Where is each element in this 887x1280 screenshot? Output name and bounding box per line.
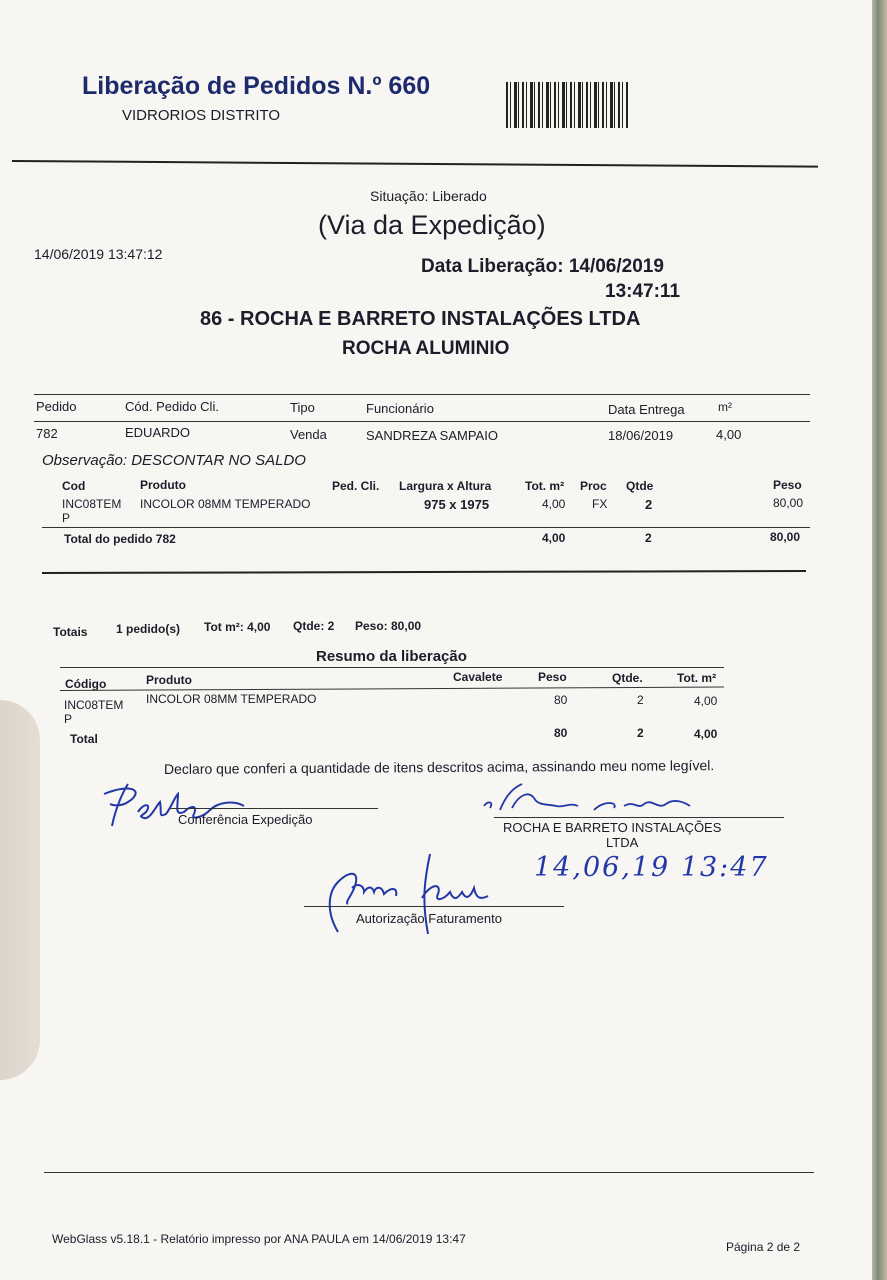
handwritten-datetime: 14,06,19 13:47 (534, 852, 769, 883)
item-qtde: 2 (645, 497, 653, 512)
printed-timestamp: 14/06/2019 13:47:12 (34, 246, 163, 262)
item-proc: FX (592, 497, 608, 511)
items-bottom-rule (42, 570, 806, 574)
totals-m2: Tot m²: 4,00 (204, 620, 271, 634)
client-signature-label-ltda: LTDA (606, 835, 639, 850)
totals-peso: Peso: 80,00 (355, 619, 422, 633)
situation-text: Situação: Liberado (370, 188, 487, 204)
items-col-peso: Peso (773, 478, 802, 492)
summary-peso: 80 (554, 693, 568, 707)
client-order-code: EDUARDO (125, 425, 191, 440)
order-total-qtde: 2 (645, 531, 652, 545)
items-col-produto: Produto (140, 478, 186, 492)
release-date: Data Liberação: 14/06/2019 (421, 256, 664, 277)
authorization-signature-line (304, 906, 564, 907)
items-total-rule (42, 527, 810, 528)
item-code-line1: INC08TEM (62, 497, 122, 511)
employee-name: SANDREZA SAMPAIO (366, 428, 498, 443)
order-number: 782 (36, 426, 58, 441)
footer-printed-by: WebGlass v5.18.1 - Relatório impresso por ANA PAULA em 14/06/2019 13:47 (52, 1232, 466, 1246)
footer-page-number: Página 2 de 2 (726, 1240, 801, 1254)
summary-code-line1: INC08TEM (64, 698, 124, 712)
summary-product: INCOLOR 08MM TEMPERADO (146, 692, 317, 706)
conference-label: Conferência Expedição (178, 812, 313, 827)
items-col-proc: Proc (580, 479, 607, 493)
order-table-top-rule (34, 394, 810, 395)
company-name: VIDRORIOS DISTRITO (122, 107, 281, 124)
summary-col-qtde: Qtde. (612, 671, 643, 685)
release-time: 13:47:11 (605, 281, 681, 302)
header-divider (12, 160, 818, 167)
authorization-label: Autorização Faturamento (356, 911, 502, 926)
summary-total-qtde: 2 (637, 726, 644, 740)
summary-code-line2: P (64, 712, 73, 726)
summary-qtde: 2 (637, 693, 644, 707)
items-col-qtde: Qtde (626, 479, 654, 493)
col-m2: m² (718, 400, 732, 414)
summary-tot-m2: 4,00 (694, 694, 718, 708)
holding-thumb (0, 700, 40, 1080)
order-total-m2: 4,00 (542, 531, 566, 545)
summary-title: Resumo da liberação (316, 648, 467, 665)
observation-text: Observação: DESCONTAR NO SALDO (42, 452, 306, 469)
summary-col-peso: Peso (538, 670, 567, 684)
totals-orders: 1 pedido(s) (116, 622, 181, 636)
items-col-cod: Cod (62, 479, 86, 493)
items-col-ped-cli: Ped. Cli. (332, 479, 380, 493)
document-title: Liberação de Pedidos N.º 660 (82, 72, 431, 100)
authorization-signature (318, 842, 518, 942)
order-total-peso: 80,00 (770, 530, 801, 544)
summary-col-tot-m2: Tot. m² (677, 671, 717, 685)
client-signature-label: ROCHA E BARRETO INSTALAÇÕES (503, 820, 722, 835)
order-type: Venda (290, 427, 327, 442)
declaration-text: Declaro que conferi a quantidade de itens descritos acima, assinando meu nome legível. (163, 757, 715, 777)
summary-total-tot-m2: 4,00 (694, 727, 718, 741)
item-product: INCOLOR 08MM TEMPERADO (140, 497, 311, 511)
col-pedido: Pedido (36, 399, 77, 414)
summary-col-produto: Produto (146, 673, 192, 687)
conference-signature-line (170, 808, 378, 809)
delivery-date: 18/06/2019 (608, 428, 674, 443)
col-funcionario: Funcionário (366, 401, 434, 416)
barcode (506, 82, 628, 128)
item-peso: 80,00 (773, 496, 804, 510)
item-dimensions: 975 x 1975 (424, 497, 490, 512)
totals-label: Totais (53, 625, 88, 639)
summary-header-rule (60, 687, 724, 691)
col-tipo: Tipo (290, 400, 315, 415)
col-data-entrega: Data Entrega (608, 402, 685, 417)
client-trade-name: ROCHA ALUMINIO (342, 338, 510, 359)
client-name: 86 - ROCHA E BARRETO INSTALAÇÕES LTDA (200, 308, 641, 330)
items-col-dimensions: Largura x Altura (399, 479, 492, 493)
copy-label: (Via da Expedição) (318, 210, 546, 240)
summary-col-codigo: Código (65, 677, 107, 691)
client-signature (478, 780, 708, 820)
order-table-header-rule (34, 421, 810, 422)
client-signature-line (494, 817, 784, 818)
order-m2: 4,00 (716, 427, 742, 442)
paper-edge-background (872, 0, 887, 1280)
footer-rule (44, 1172, 814, 1173)
col-cod-pedido-cli: Cód. Pedido Cli. (125, 399, 219, 414)
summary-total-label: Total (70, 732, 98, 746)
items-col-tot-m2: Tot. m² (525, 479, 565, 493)
summary-top-rule (60, 667, 724, 668)
item-tot-m2: 4,00 (542, 497, 566, 511)
summary-total-peso: 80 (554, 726, 568, 740)
totals-qtde: Qtde: 2 (293, 619, 335, 633)
order-total-label: Total do pedido 782 (64, 532, 176, 546)
item-code-line2: P (62, 511, 71, 525)
summary-col-cavalete: Cavalete (453, 670, 503, 684)
